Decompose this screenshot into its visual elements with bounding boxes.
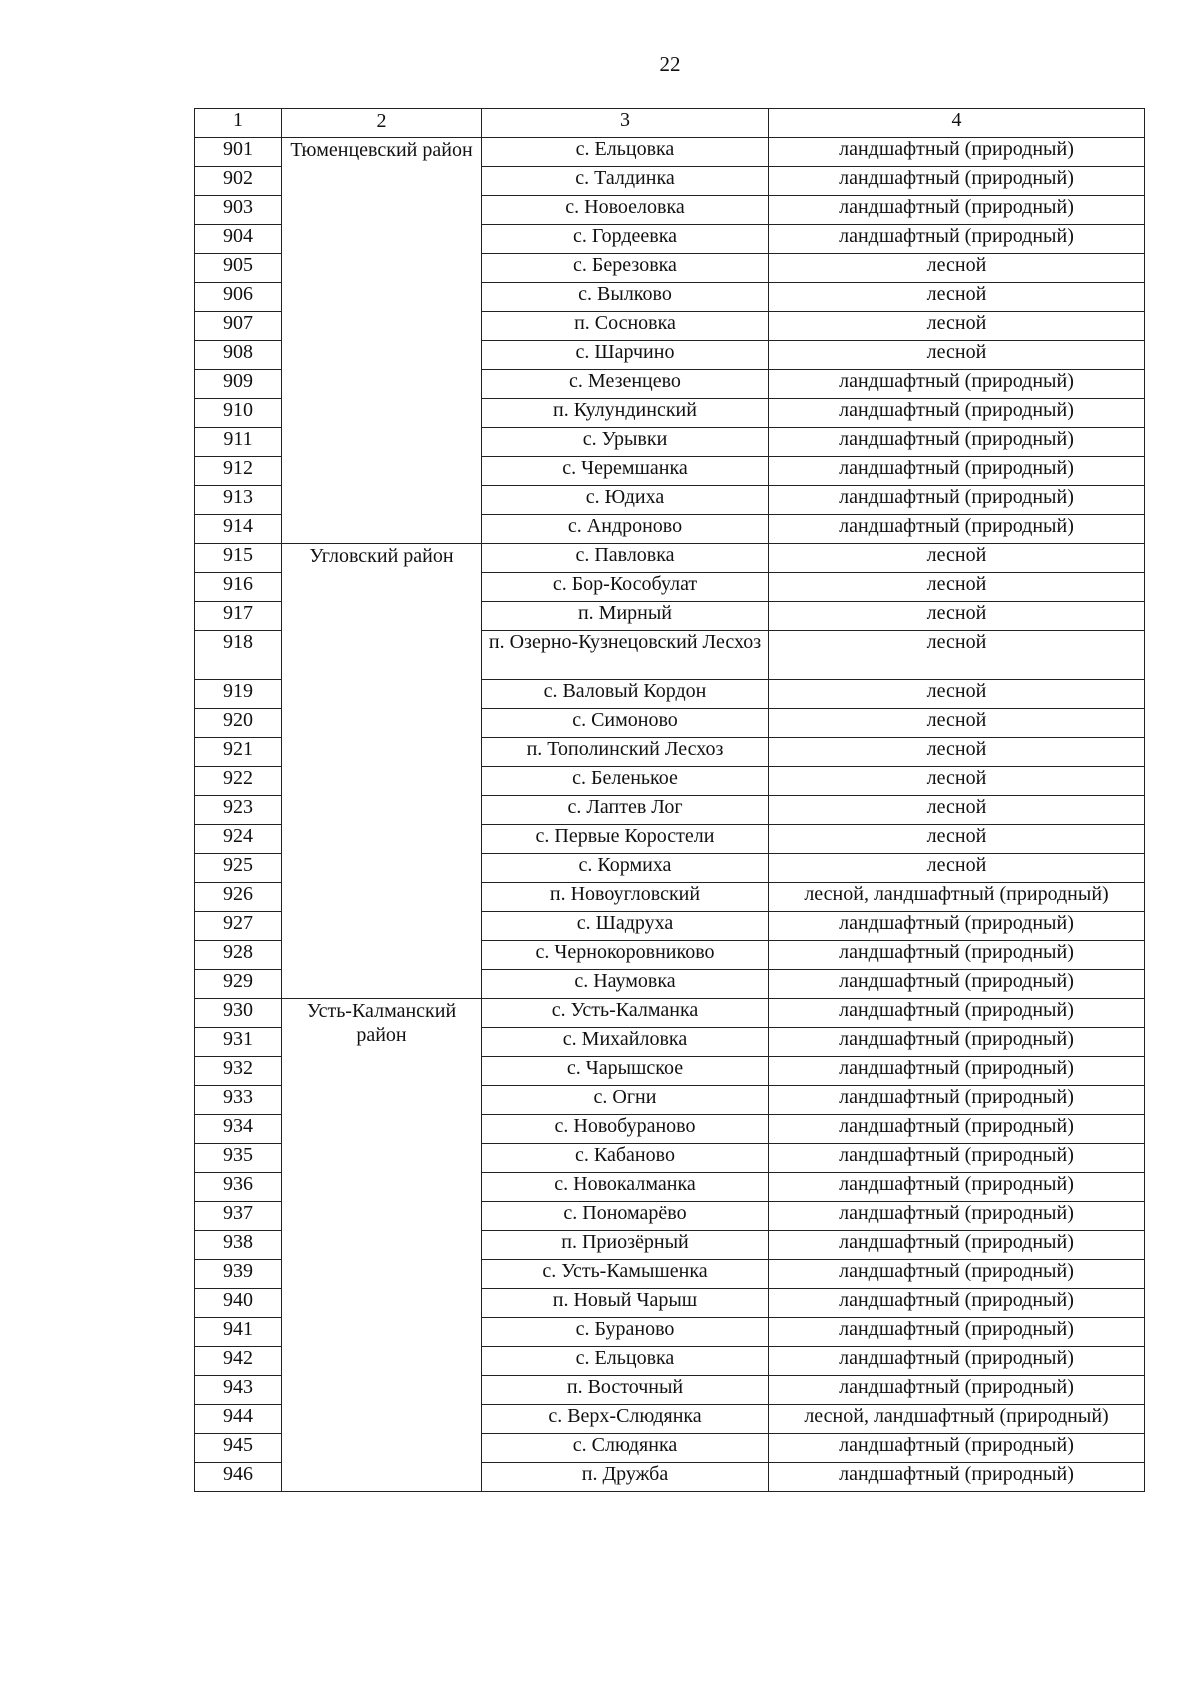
territory-type: ландшафтный (природный) (769, 1144, 1145, 1173)
territory-type: ландшафтный (природный) (769, 1347, 1145, 1376)
settlement-name: с. Кормиха (482, 854, 769, 883)
settlement-name: с. Ельцовка (482, 1347, 769, 1376)
settlement-name: п. Восточный (482, 1376, 769, 1405)
territory-type: лесной (769, 312, 1145, 341)
settlement-name: с. Шарчино (482, 341, 769, 370)
territory-type: ландшафтный (природный) (769, 1115, 1145, 1144)
row-number: 909 (195, 370, 282, 399)
settlement-name: с. Валовый Кордон (482, 680, 769, 709)
row-number: 906 (195, 283, 282, 312)
column-header-3: 3 (482, 109, 769, 138)
territory-type: лесной (769, 767, 1145, 796)
territory-type: лесной (769, 854, 1145, 883)
row-number: 908 (195, 341, 282, 370)
territory-type: лесной, ландшафтный (природный) (769, 883, 1145, 912)
settlement-name: п. Тополинский Лесхоз (482, 738, 769, 767)
territory-type: ландшафтный (природный) (769, 1028, 1145, 1057)
settlement-name: п. Мирный (482, 602, 769, 631)
territory-type: лесной (769, 283, 1145, 312)
settlement-name: с. Мезенцево (482, 370, 769, 399)
row-number: 921 (195, 738, 282, 767)
settlement-name: с. Наумовка (482, 970, 769, 999)
row-number: 946 (195, 1463, 282, 1492)
table-row (195, 544, 1145, 573)
row-number: 934 (195, 1115, 282, 1144)
row-number: 936 (195, 1173, 282, 1202)
settlement-name: с. Чернокоровниково (482, 941, 769, 970)
settlement-name: с. Михайловка (482, 1028, 769, 1057)
settlement-name: с. Андроново (482, 515, 769, 544)
row-number: 917 (195, 602, 282, 631)
settlement-name: п. Кулундинский (482, 399, 769, 428)
row-number: 912 (195, 457, 282, 486)
row-number: 918 (195, 631, 282, 680)
settlement-name: с. Ельцовка (482, 138, 769, 167)
row-number: 903 (195, 196, 282, 225)
settlement-name: с. Урывки (482, 428, 769, 457)
row-number: 905 (195, 254, 282, 283)
territory-type: лесной (769, 631, 1145, 680)
settlement-name: с. Вылково (482, 283, 769, 312)
settlement-name: с. Первые Коростели (482, 825, 769, 854)
row-number: 911 (195, 428, 282, 457)
settlement-name: с. Усть-Камышенка (482, 1260, 769, 1289)
settlement-name: п. Приозёрный (482, 1231, 769, 1260)
row-number: 945 (195, 1434, 282, 1463)
table-row (195, 999, 1145, 1028)
page-number: 22 (659, 52, 681, 76)
district-name: Угловский район (282, 544, 482, 999)
row-number: 913 (195, 486, 282, 515)
territory-type: ландшафтный (природный) (769, 486, 1145, 515)
territory-type: ландшафтный (природный) (769, 1289, 1145, 1318)
row-number: 922 (195, 767, 282, 796)
settlement-name: с. Чарышское (482, 1057, 769, 1086)
row-number: 937 (195, 1202, 282, 1231)
row-number: 929 (195, 970, 282, 999)
settlement-name: с. Новокалманка (482, 1173, 769, 1202)
row-number: 916 (195, 573, 282, 602)
territory-type: ландшафтный (природный) (769, 1260, 1145, 1289)
territory-type: ландшафтный (природный) (769, 941, 1145, 970)
territory-type: лесной, ландшафтный (природный) (769, 1405, 1145, 1434)
settlement-name: с. Кабаново (482, 1144, 769, 1173)
district-name: Тюменцевский район (282, 138, 482, 544)
territory-type: ландшафтный (природный) (769, 225, 1145, 254)
territory-type: ландшафтный (природный) (769, 138, 1145, 167)
row-number: 939 (195, 1260, 282, 1289)
column-header-2: 2 (282, 109, 482, 138)
settlement-name: с. Пономарёво (482, 1202, 769, 1231)
row-number: 925 (195, 854, 282, 883)
header-row (195, 109, 1145, 138)
row-number: 907 (195, 312, 282, 341)
settlements-table (194, 108, 1145, 1492)
row-number: 933 (195, 1086, 282, 1115)
territory-type: ландшафтный (природный) (769, 196, 1145, 225)
row-number: 924 (195, 825, 282, 854)
territory-type: лесной (769, 709, 1145, 738)
row-number: 942 (195, 1347, 282, 1376)
territory-type: лесной (769, 796, 1145, 825)
territory-type: ландшафтный (природный) (769, 1086, 1145, 1115)
territory-type: ландшафтный (природный) (769, 999, 1145, 1028)
territory-type: лесной (769, 341, 1145, 370)
row-number: 944 (195, 1405, 282, 1434)
table-body (195, 109, 1145, 1492)
territory-type: ландшафтный (природный) (769, 1231, 1145, 1260)
row-number: 914 (195, 515, 282, 544)
settlement-name: п. Новый Чарыш (482, 1289, 769, 1318)
row-number: 943 (195, 1376, 282, 1405)
row-number: 926 (195, 883, 282, 912)
row-number: 928 (195, 941, 282, 970)
settlement-name: с. Беленькое (482, 767, 769, 796)
column-header-4: 4 (769, 109, 1145, 138)
territory-type: ландшафтный (природный) (769, 1376, 1145, 1405)
settlement-name: п. Новоугловский (482, 883, 769, 912)
settlement-name: п. Дружба (482, 1463, 769, 1492)
territory-type: ландшафтный (природный) (769, 1463, 1145, 1492)
row-number: 941 (195, 1318, 282, 1347)
territory-type: ландшафтный (природный) (769, 1434, 1145, 1463)
settlement-name: с. Верх-Слюдянка (482, 1405, 769, 1434)
territory-type: лесной (769, 544, 1145, 573)
settlement-name: с. Лаптев Лог (482, 796, 769, 825)
table-row (195, 138, 1145, 167)
row-number: 938 (195, 1231, 282, 1260)
territory-type: ландшафтный (природный) (769, 1318, 1145, 1347)
territory-type: ландшафтный (природный) (769, 1202, 1145, 1231)
district-name: Усть-Калманский район (282, 999, 482, 1492)
settlement-name: с. Бор-Кособулат (482, 573, 769, 602)
territory-type: ландшафтный (природный) (769, 167, 1145, 196)
row-number: 901 (195, 138, 282, 167)
territory-type: лесной (769, 602, 1145, 631)
territory-type: ландшафтный (природный) (769, 970, 1145, 999)
settlement-name: с. Талдинка (482, 167, 769, 196)
settlement-name: с. Слюдянка (482, 1434, 769, 1463)
territory-type: ландшафтный (природный) (769, 428, 1145, 457)
territory-type: ландшафтный (природный) (769, 912, 1145, 941)
territory-type: ландшафтный (природный) (769, 370, 1145, 399)
settlement-name: п. Сосновка (482, 312, 769, 341)
territory-type: лесной (769, 680, 1145, 709)
settlement-name: с. Усть-Калманка (482, 999, 769, 1028)
territory-type: лесной (769, 738, 1145, 767)
row-number: 919 (195, 680, 282, 709)
column-header-1: 1 (195, 109, 282, 138)
settlement-name: с. Симоново (482, 709, 769, 738)
row-number: 923 (195, 796, 282, 825)
territory-type: ландшафтный (природный) (769, 1173, 1145, 1202)
row-number: 935 (195, 1144, 282, 1173)
territory-type: ландшафтный (природный) (769, 457, 1145, 486)
row-number: 902 (195, 167, 282, 196)
settlement-name: с. Черемшанка (482, 457, 769, 486)
settlement-name: с. Шадруха (482, 912, 769, 941)
row-number: 910 (195, 399, 282, 428)
row-number: 927 (195, 912, 282, 941)
row-number: 920 (195, 709, 282, 738)
territory-type: лесной (769, 825, 1145, 854)
territory-type: ландшафтный (природный) (769, 1057, 1145, 1086)
territory-type: ландшафтный (природный) (769, 399, 1145, 428)
territory-type: лесной (769, 254, 1145, 283)
territory-type: ландшафтный (природный) (769, 515, 1145, 544)
settlement-name: с. Юдиха (482, 486, 769, 515)
row-number: 904 (195, 225, 282, 254)
row-number: 931 (195, 1028, 282, 1057)
settlement-name: с. Огни (482, 1086, 769, 1115)
settlement-name: с. Новобураново (482, 1115, 769, 1144)
settlement-name: с. Павловка (482, 544, 769, 573)
row-number: 930 (195, 999, 282, 1028)
settlement-name: с. Новоеловка (482, 196, 769, 225)
row-number: 932 (195, 1057, 282, 1086)
settlement-name: с. Бураново (482, 1318, 769, 1347)
row-number: 940 (195, 1289, 282, 1318)
settlement-name: с. Гордеевка (482, 225, 769, 254)
territory-type: лесной (769, 573, 1145, 602)
settlement-name: п. Озерно-Кузнецовский Лесхоз (482, 631, 769, 680)
row-number: 915 (195, 544, 282, 573)
settlement-name: с. Березовка (482, 254, 769, 283)
